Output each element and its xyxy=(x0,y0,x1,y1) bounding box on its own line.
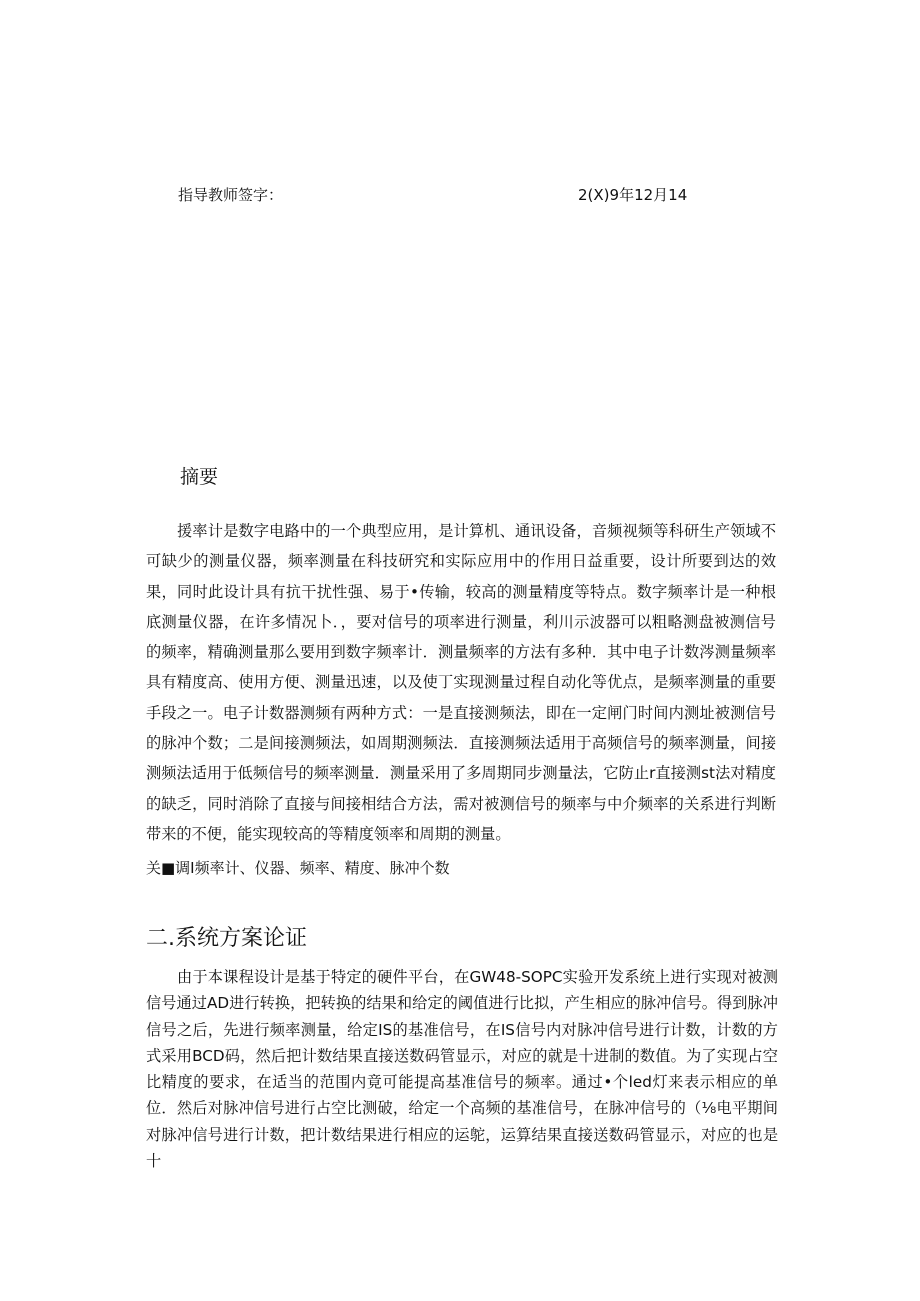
signature-date: 2(X)9年12月14 xyxy=(578,186,688,204)
keywords-line: 关■调I频率计、仪器、频率、精度、脉冲个数 xyxy=(146,859,450,877)
supervisor-signature-label: 指导教师签字： xyxy=(178,186,284,204)
abstract-heading: 摘要 xyxy=(180,466,219,488)
section-paragraph: 由于本课程设计是基于特定的硬件平台，在GW48-SOPC实验开发系统上进行实现对被测信号通过AD进行转换，把转换的结果和给定的阈值进行比拟，产生相应的脉冲信号。得到脉冲信号之后，先进行频率测量，给定IS的基准信号，在IS信号内对脉冲信号进行计数，计数的方式采用BCD码，然后把计数结果直接送数码管显示，对应的就是十进制的数值。为了实现占空比精度的要求，在适当的范围内竟可能提高基准信号的频率。通过•个led灯来表示相应的单位．然后对脉冲信号进行占空比测破，给定一个高频的基准信号，在脉冲信号的（⅛电平期间对脉冲信号进行计数，把计数结果进行相应的运鸵，运算结果直接送数码管显示，对应的也是十 xyxy=(146,968,778,1171)
abstract-paragraph: 援率计是数字电路中的一个典型应用，是计算机、通讯设备，音频视频等科研生产领域不可缺少的测量仪器，频率测量在科技研究和实际应用中的作用日益重要，设计所要到达的效果，同时此设计具有抗干扰性强、易于•传输，较高的测量精度等特点。数字频率计是一种根底测量仪器，在许多情况卜．，要对信号的项率进行测量，利川示波器可以粗略测盘被测信号的频率，精确测量那么要用到数字频率计．测量频率的方法有多种．其中电子计数涔测量频率具有精度高、使用方便、测量迅速，以及使丁实现测量过程自动化等优点，是频率测量的重要手段之一。电子计数器测频有两种方式：一是直接测频法，即在一定闸门时间内测址被测信号的脉冲个数；二是间接测频法，如周期测频法．直接测频法适用于高频信号的频率测量，间接测频法适用于低频信号的频率测量．测量采用了多周期同步测量法，它防止r直接测st法对精度的缺乏，同时消除了直接与间接相结合方法，需对被测信号的频率与中介频率的关系进行判断带来的不便，能实现较高的等精度领率和周期的测量。 xyxy=(146,522,776,843)
section-heading-system-scheme: 二.系统方案论证 xyxy=(146,926,307,951)
